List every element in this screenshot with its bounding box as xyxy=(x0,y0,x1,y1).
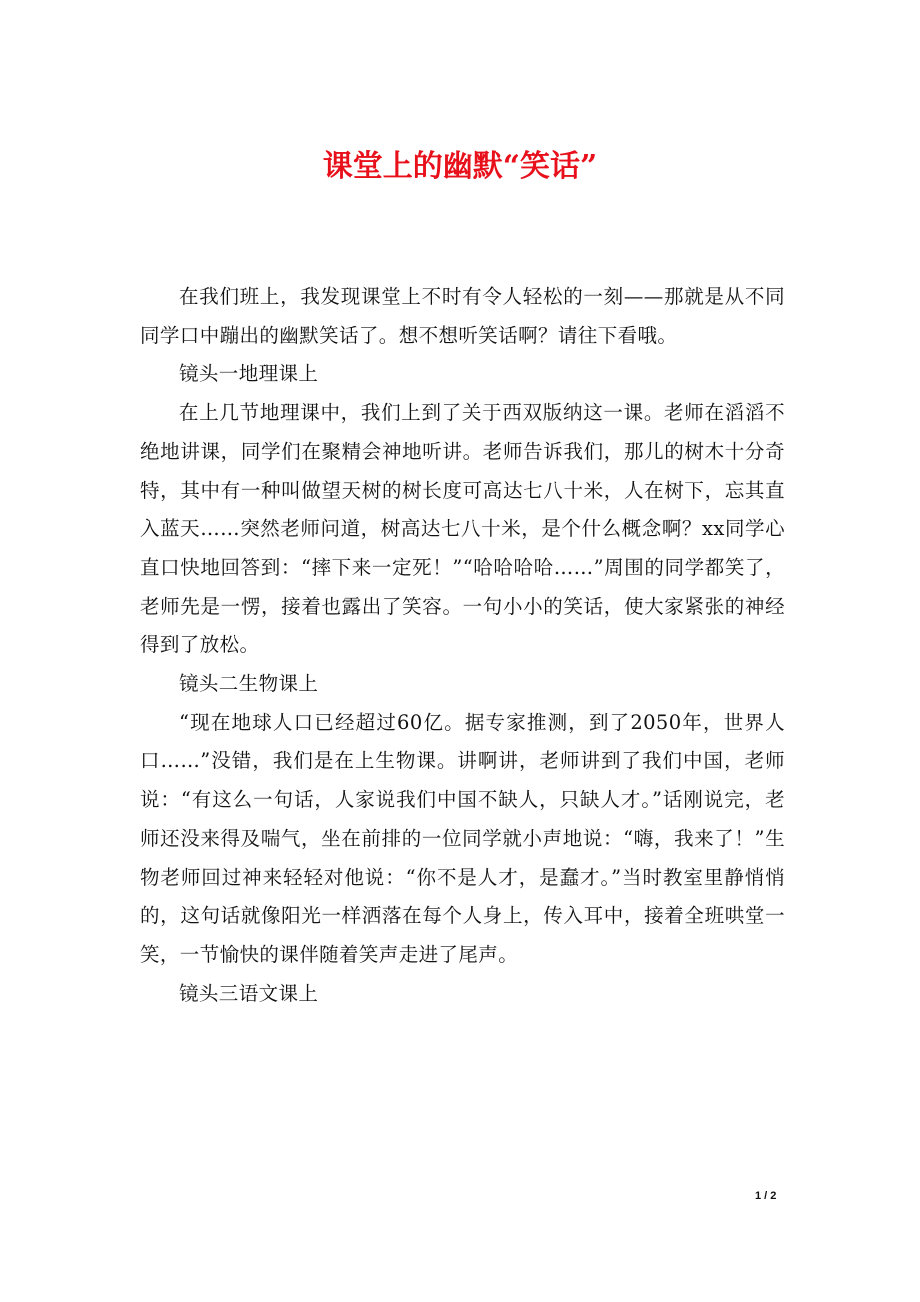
document-title: 课堂上的幽默“笑话” xyxy=(322,149,598,184)
document-body xyxy=(140,278,785,1013)
section-heading-geography: 镜头一地理课上 xyxy=(179,362,319,386)
paragraph-biology: “现在地球人口已经超过60亿。据专家推测，到了2050年，世界人口……”没错，我们是在上生物课。讲啊讲，老师讲到了我们中国，老师说：“有这么一句话，人家说我们中国不缺人，只缺人才。”话刚说完，老师还没来得及喘气，坐在前排的一位同学就小声地说：“嗨，我来了！”生物老师回过神来轻轻对他说：“你不是人才，是蠢才。”当时教室里静悄悄的，这句话就像阳光一样洒落在每个人身上，传入耳中，接着全班哄堂一笑，一节愉快的课伴随着笑声走进了尾声。 xyxy=(140,710,785,966)
page-number: 1 / 2 xyxy=(755,1190,777,1202)
section-heading-biology: 镜头二生物课上 xyxy=(179,672,319,696)
paragraph-geography: 在上几节地理课中，我们上到了关于西双版纳这一课。老师在滔滔不绝地讲课，同学们在聚精会神地听讲。老师告诉我们，那儿的树木十分奇特，其中有一种叫做望天树的树长度可高达七八十米，人在树下，忘其直入蓝天……突然老师问道，树高达七八十米，是个什么概念啊？xx同学心直口快地回答到：“摔下来一定死！”“哈哈哈哈……”周围的同学都笑了，老师先是一愣，接着也露出了笑容。一句小小的笑话，使大家紧张的神经得到了放松。 xyxy=(140,401,785,657)
paragraph-intro: 在我们班上，我发现课堂上不时有令人轻松的一刻——那就是从不同同学口中蹦出的幽默笑话了。想不想听笑话啊？请往下看哦。 xyxy=(140,285,785,347)
section-heading-chinese: 镜头三语文课上 xyxy=(179,981,319,1005)
